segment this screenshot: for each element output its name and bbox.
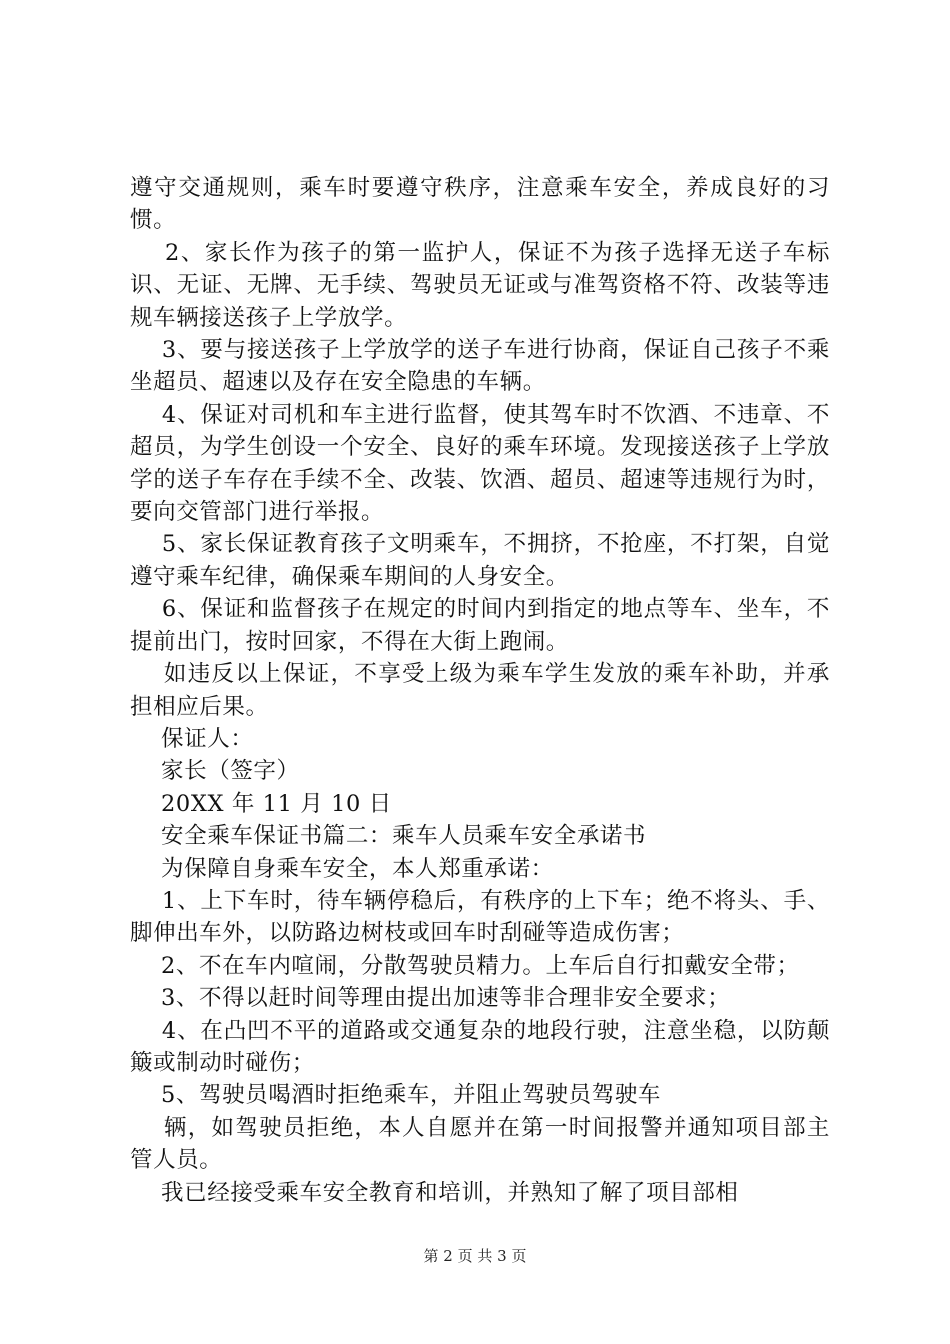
paragraph-continuation: 遵守交通规则，乘车时要遵守秩序，注意乘车安全，养成良好的习惯。 (130, 175, 830, 234)
paragraph-item-4: 4、保证对司机和车主进行监督，使其驾车时不饮酒、不违章、不超员，为学生创设一个安全、良好的乘车环境。发现接送孩子上学放学的送子车存在手续不全、改装、饮酒、超员、超速等违规行为时，要向交管部门进行举报。 (130, 401, 830, 526)
paragraph-item-6: 6、保证和监督孩子在规定的时间内到指定的地点等车、坐车，不提前出门，按时回家，不得在大街上跑闹。 (130, 596, 830, 655)
pledge-item-2: 2、不在车内喧闹，分散驾驶员精力。上车后自行扣戴安全带； (130, 952, 800, 979)
pledge-item-3: 3、不得以赶时间等理由提出加速等非合理非安全要求； (130, 985, 731, 1012)
document-body (130, 172, 830, 1209)
parent-signature-label: 家长（签字） (130, 758, 300, 785)
pledge-item-5: 5、驾驶员喝酒时拒绝乘车，并阻止驾驶员驾驶车 (130, 1082, 662, 1109)
pledge-item-1: 1、上下车时，待车辆停稳后，有秩序的上下车；绝不将头、手、脚伸出车外，以防路边树枝或回车时刮碰等造成伤害； (130, 887, 830, 947)
paragraph-item-3: 3、要与接送孩子上学放学的送子车进行协商，保证自己孩子不乘坐超员、超速以及存在安全隐患的车辆。 (130, 337, 830, 396)
page-number-footer: 第 2 页 共 3 页 (423, 1247, 527, 1265)
pledge-item-4: 4、在凸凹不平的道路或交通复杂的地段行驶，注意坐稳，以防颠簸或制动时碰伤； (130, 1017, 830, 1076)
closing-paragraph: 我已经接受乘车安全教育和培训，并熟知了解了项目部相 (130, 1179, 739, 1206)
guarantor-label: 保证人： (130, 725, 254, 752)
date-line: 20XX 年 11 月 10 日 (130, 790, 392, 817)
paragraph-consequence: 如违反以上保证，不享受上级为乘车学生发放的乘车补助，并承担相应后果。 (130, 661, 830, 720)
pledge-intro: 为保障自身乘车安全，本人郑重承诺： (130, 855, 554, 882)
paragraph-item-5: 5、家长保证教育孩子文明乘车，不拥挤，不抢座，不打架，自觉遵守乘车纪律，确保乘车期间的人身安全。 (130, 531, 830, 590)
section-heading: 安全乘车保证书篇二：乘车人员乘车安全承诺书 (130, 823, 647, 850)
paragraph-item-2: 2、家长作为孩子的第一监护人，保证不为孩子选择无送子车标识、无证、无牌、无手续、驾驶员无证或与准驾资格不符、改装等违规车辆接送孩子上学放学。 (130, 239, 830, 331)
pledge-item-5-continued: 辆，如驾驶员拒绝，本人自愿并在第一时间报警并通知项目部主管人员。 (130, 1114, 830, 1174)
